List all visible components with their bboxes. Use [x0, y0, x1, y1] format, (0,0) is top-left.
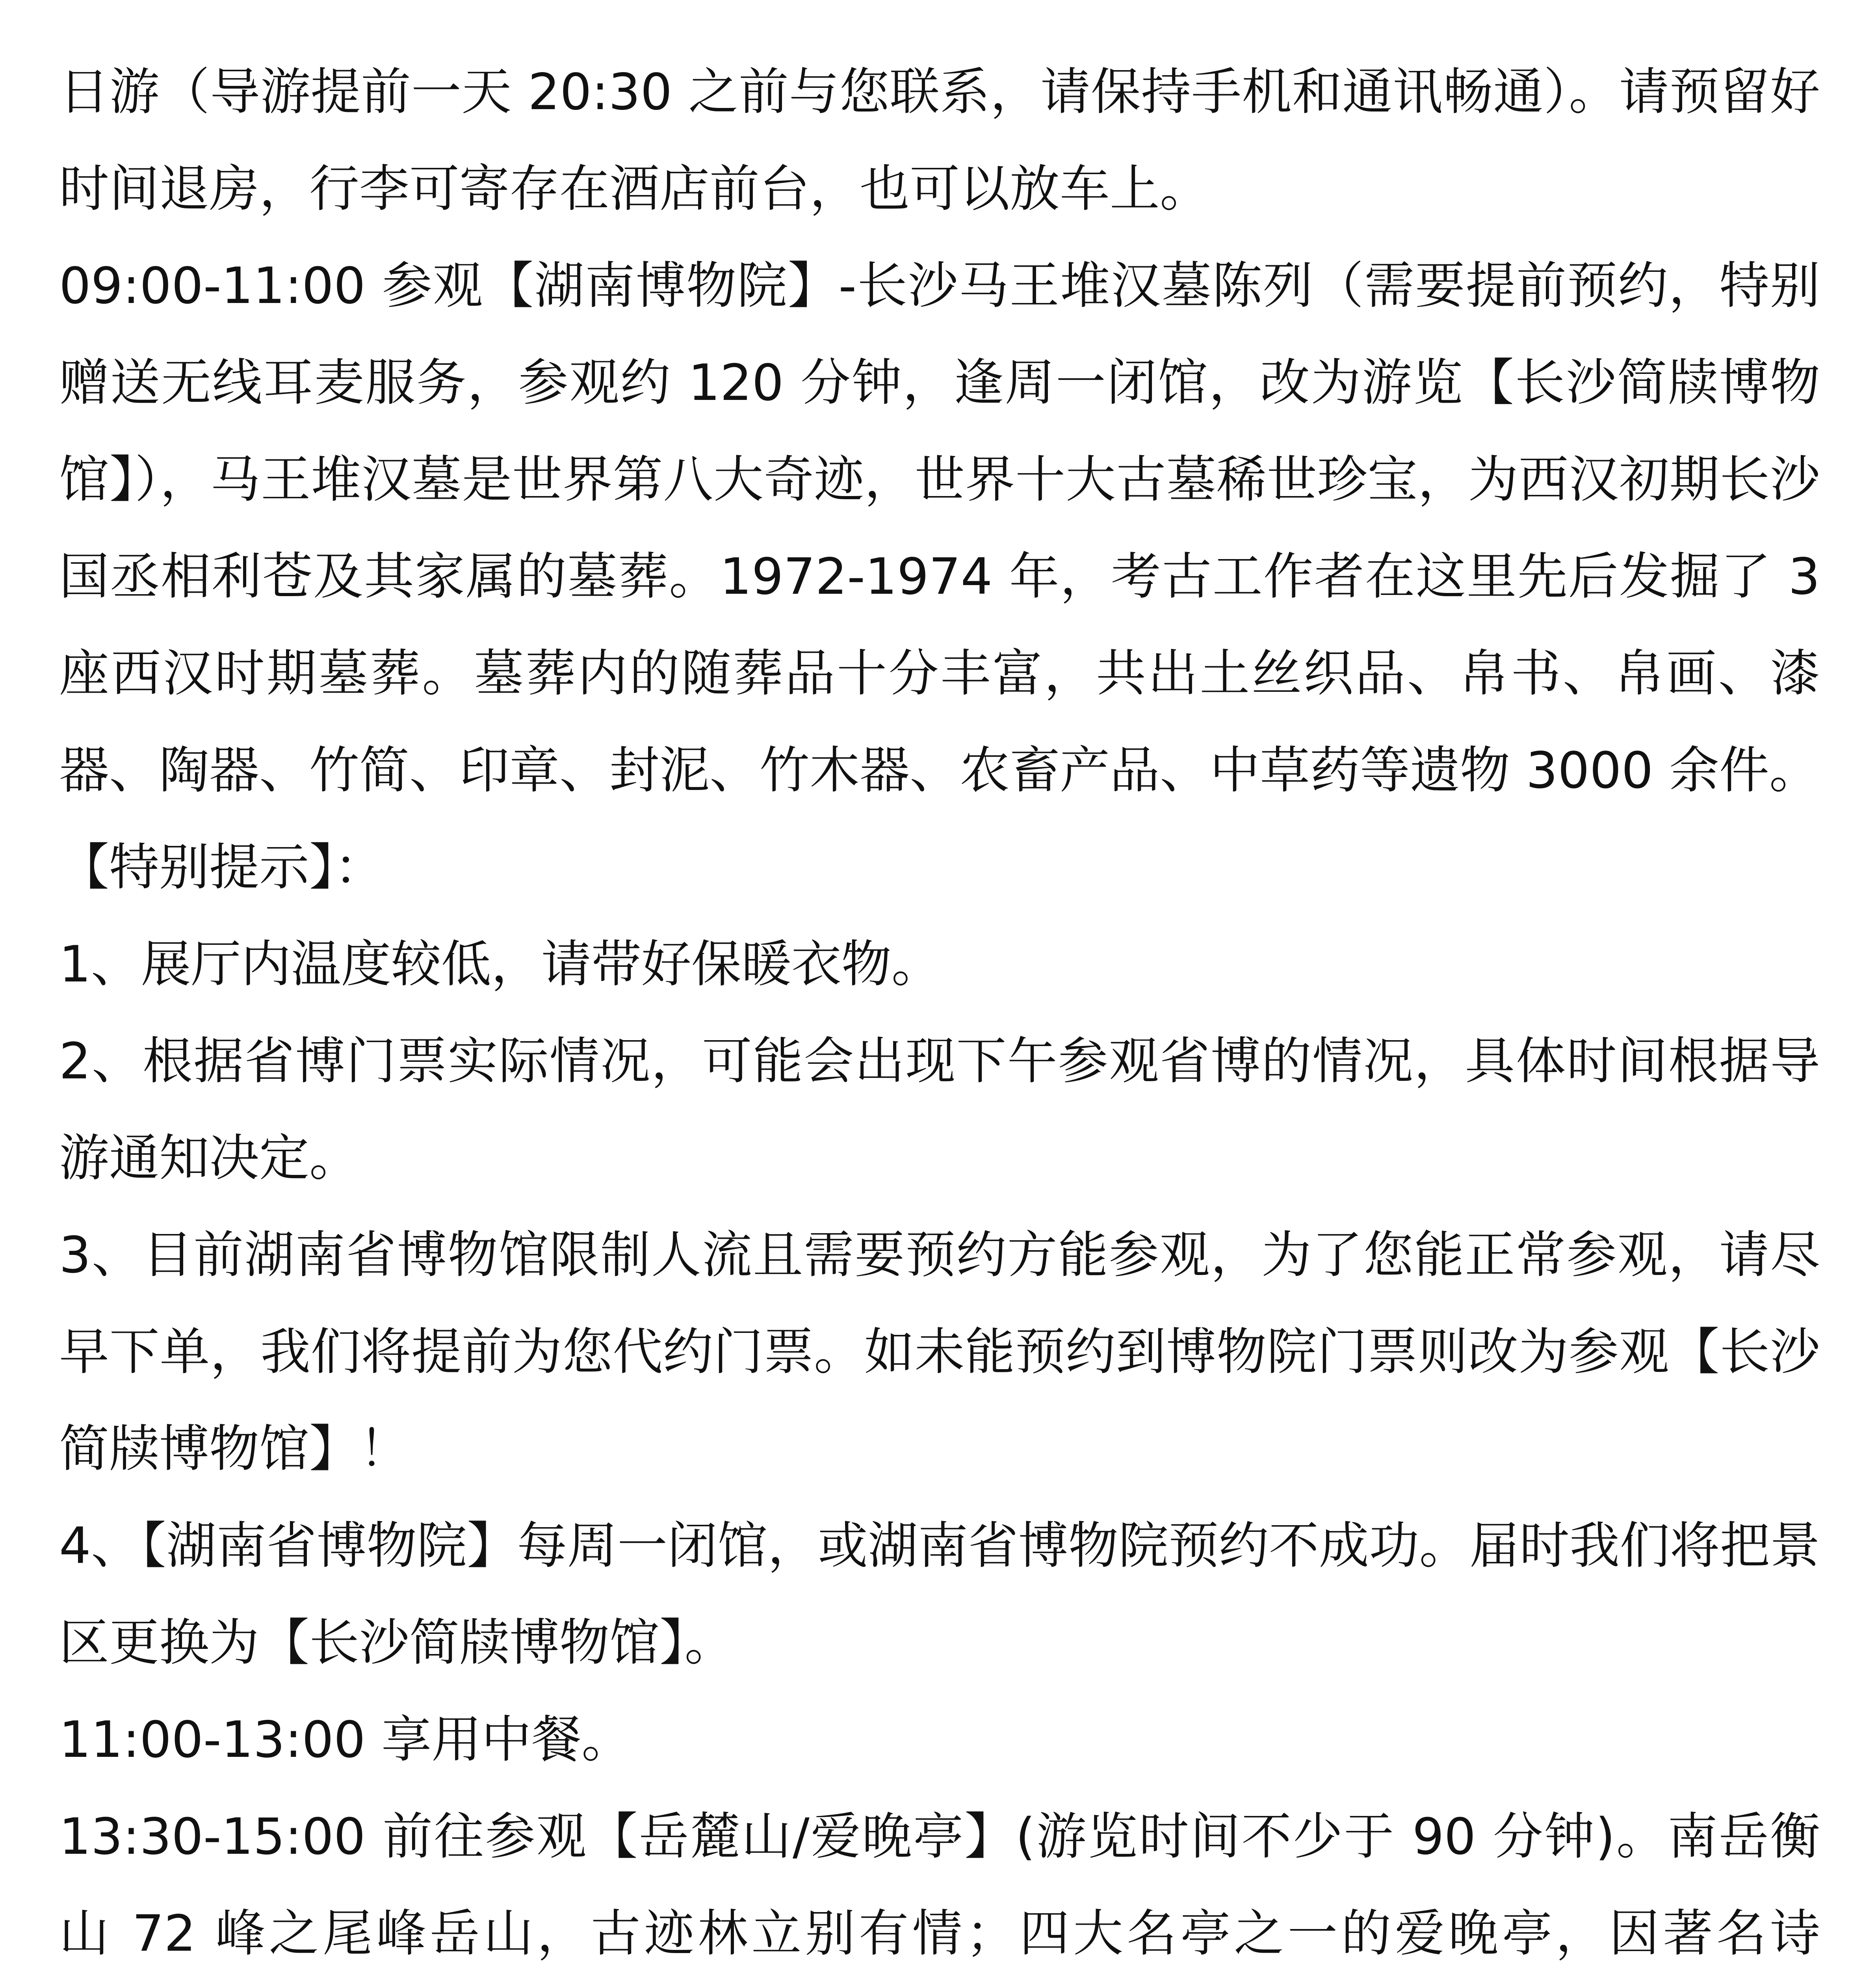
document-body	[59, 43, 1820, 1970]
paragraph-tip-2: 2、根据省博门票实际情况，可能会出现下午参观省博的情况，具体时间根据导游通知决定。	[59, 1032, 1820, 1187]
paragraph-tip-4: 4、【湖南省博物院】每周一闭馆，或湖南省博物院预约不成功。届时我们将把景区更换为【长沙简牍博物馆】。	[59, 1517, 1820, 1672]
paragraph-tip-3: 3、目前湖南省博物馆限制人流且需要预约方能参观，为了您能正常参观，请尽早下单，我们将提前为您代约门票。如未能预约到博物院门票则改为参观【长沙简牍博物馆】！	[59, 1226, 1820, 1478]
paragraph-special-tips-heading: 【特别提示】：	[59, 838, 384, 896]
paragraph-checkout-notice: 日游（导游提前一天 20:30 之前与您联系，请保持手机和通讯畅通）。请预留好时间退房，行李可寄存在酒店前台，也可以放车上。	[59, 63, 1820, 218]
paragraph-lunch: 11:00-13:00 享用中餐。	[59, 1710, 632, 1769]
paragraph-tip-1: 1、展厅内温度较低，请带好保暖衣物。	[59, 935, 942, 993]
paragraph-museum-visit: 09:00-11:00 参观【湖南博物院】-长沙马王堆汉墓陈列（需要提前预约，特别赠送无线耳麦服务，参观约 120 分钟，逢周一闭馆，改为游览【长沙简牍博物馆】），马王堆汉墓是世界第八大奇迹，世界十大古墓稀世珍宝，为西汉初期长沙国丞相利苍及其家属的墓葬。1972-1974 年，考古工作者在这里先后发掘了 3 座西汉时期墓葬。墓葬内的随葬品十分丰富，共出土丝织品、帛书、帛画、漆器、陶器、竹简、印章、封泥、竹木器、农畜产品、中草药等遗物 3000 余件。	[59, 256, 1820, 799]
paragraph-yuelu-mountain: 13:30-15:00 前往参观【岳麓山/爱晚亭】(游览时间不少于 90 分钟)。南岳衡山 72 峰之尾峰岳山，古迹林立别有情；四大名亭之一的爱晚亭，因著名诗	[59, 1807, 1820, 1963]
